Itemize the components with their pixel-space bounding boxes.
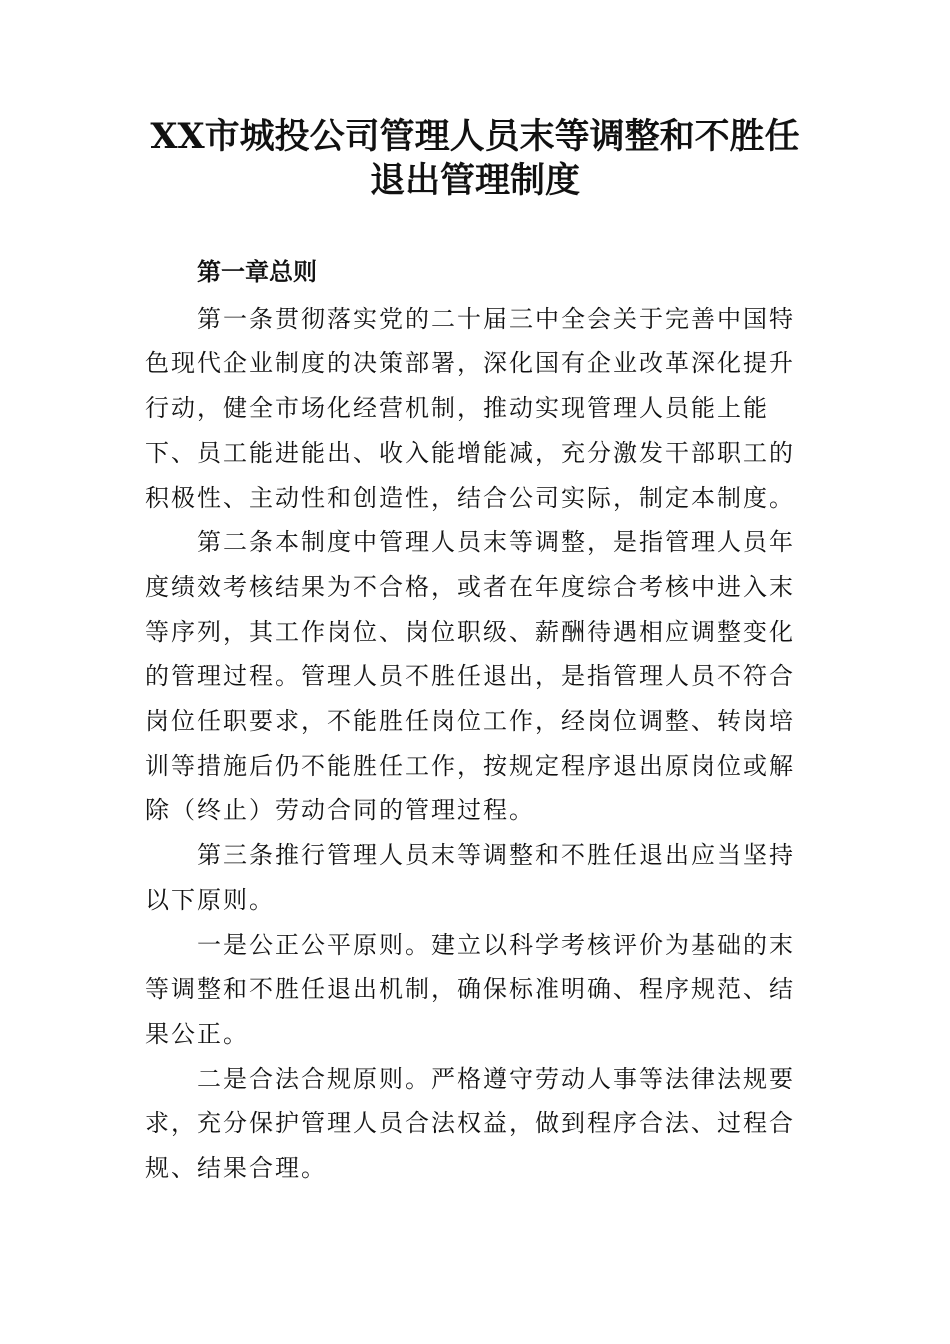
paragraph-line: 下、员工能进能出、收入能增能减，充分激发干部职工的 [145,438,795,467]
paragraph-line: 果公正。 [145,1019,249,1048]
paragraph-line: 第一条贯彻落实党的二十届三中全会关于完善中国特 [197,304,795,333]
paragraph-line: 训等措施后仍不能胜任工作，按规定程序退出原岗位或解 [145,751,795,780]
paragraph [145,520,810,833]
paragraphs [145,297,810,1191]
paragraph [145,1057,810,1191]
paragraph [145,923,810,1057]
paragraph-line: 第三条推行管理人员末等调整和不胜任退出应当坚持 [197,841,795,870]
paragraph-line: 行动，健全市场化经营机制，推动实现管理人员能上能 [145,394,769,423]
paragraph [145,297,810,521]
paragraph-line: 一是公正公平原则。建立以科学考核评价为基础的末 [197,930,795,959]
paragraph-line: 求，充分保护管理人员合法权益，做到程序合法、过程合 [145,1109,795,1138]
title-line-1: XX市城投公司管理人员末等调整和不胜任 [150,116,800,157]
paragraph-line: 色现代企业制度的决策部署，深化国有企业改革深化提升 [145,349,795,378]
paragraph-line: 第二条本制度中管理人员末等调整，是指管理人员年 [197,528,795,557]
chapter-heading: 第一章总则 [197,258,317,286]
paragraph [145,833,810,922]
document-body [145,250,810,1191]
title-line-2: 退出管理制度 [369,160,580,201]
paragraph-line: 除（终止）劳动合同的管理过程。 [145,796,535,825]
paragraph-line: 二是合法合规原则。严格遵守劳动人事等法律法规要 [197,1064,795,1093]
document-title [140,115,810,203]
paragraph-line: 度绩效考核结果为不合格，或者在年度综合考核中进入末 [145,572,795,601]
paragraph-line: 积极性、主动性和创造性，结合公司实际，制定本制度。 [145,483,795,512]
paragraph-line: 以下原则。 [145,885,275,914]
paragraph-line: 等序列，其工作岗位、岗位职级、薪酬待遇相应调整变化 [145,617,795,646]
paragraph-line: 规、结果合理。 [145,1154,327,1183]
paragraph-line: 岗位任职要求，不能胜任岗位工作，经岗位调整、转岗培 [145,707,795,736]
paragraph-line: 的管理过程。管理人员不胜任退出，是指管理人员不符合 [145,662,795,691]
paragraph-line: 等调整和不胜任退出机制，确保标准明确、程序规范、结 [145,975,795,1004]
